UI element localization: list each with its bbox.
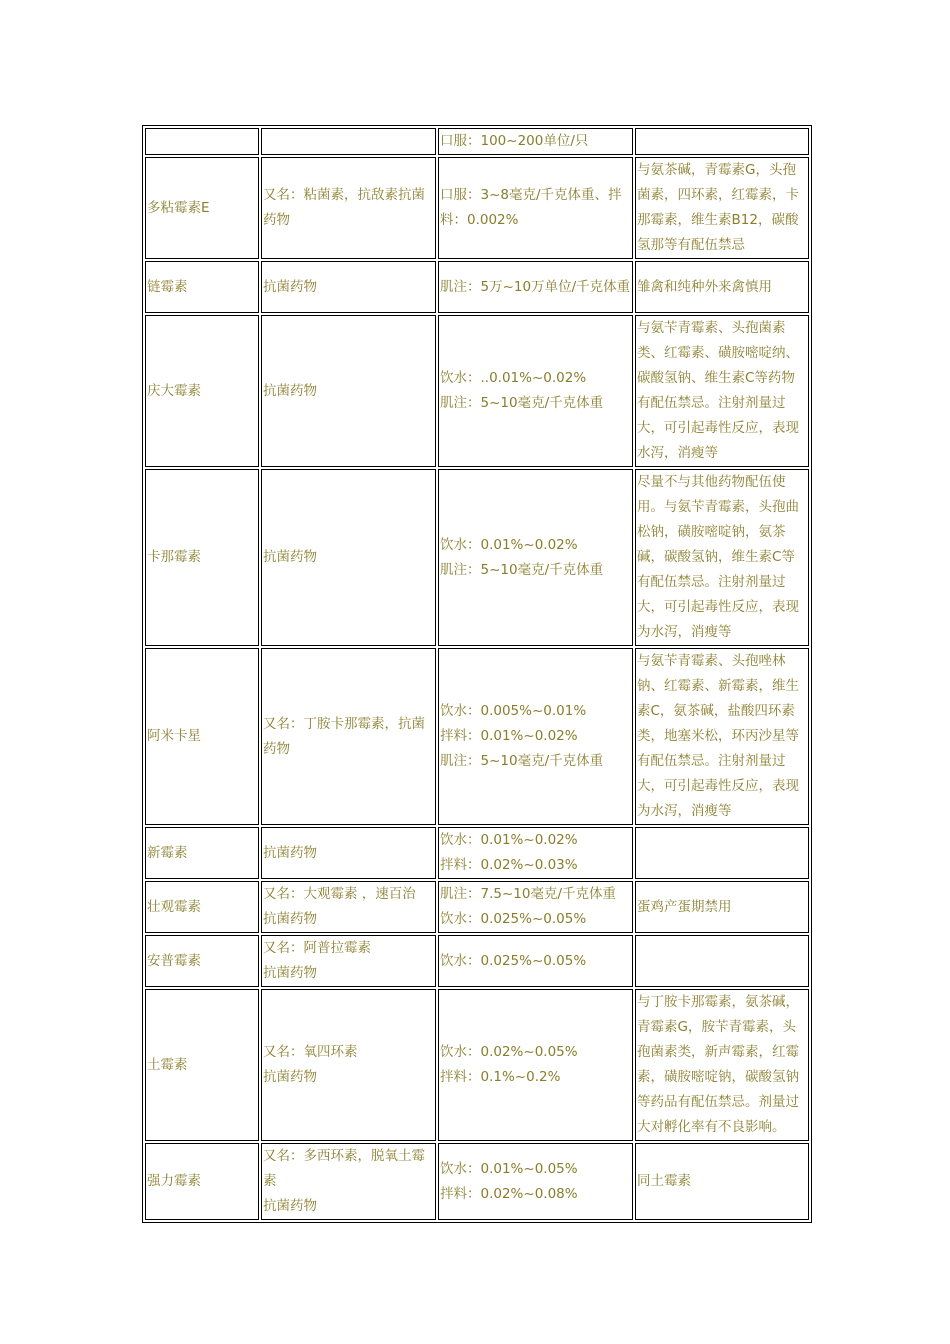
notes-line: 同土霉素	[637, 1173, 691, 1189]
notes-cell	[635, 315, 809, 467]
drug-name-cell	[145, 315, 259, 467]
description-cell	[261, 315, 436, 467]
dosage-cell	[438, 157, 633, 259]
dosage-line: 肌注：5~10毫克/千克体重	[440, 395, 604, 411]
notes-line: 与氨苄青霉素、头孢唑林钠、红霉素、新霉素，维生素C，氨茶碱，盐酸四环素类，地塞米松，环丙沙星等有配伍禁忌。注射剂量过大，可引起毒性反应，表现为水泻，消瘦等	[637, 653, 799, 819]
description-cell	[261, 935, 436, 987]
description-line: 又名：丁胺卡那霉素，抗菌药物	[263, 715, 425, 757]
drug-name: 阿米卡星	[147, 728, 201, 744]
notes-line: 蛋鸡产蛋期禁用	[637, 898, 732, 915]
description-cell	[261, 157, 436, 259]
description-cell	[261, 648, 436, 825]
dosage-line: 口服：3~8毫克/千克体重、拌料：0.002%	[440, 187, 622, 228]
description-line: 抗菌药物	[263, 1069, 317, 1085]
drug-name-cell	[145, 1143, 259, 1220]
notes-cell	[635, 881, 809, 933]
description-cell	[261, 469, 436, 646]
drug-name: 链霉素	[147, 278, 188, 295]
dosage-line: 饮水：0.01%~0.02%	[440, 536, 578, 553]
dosage-line: 肌注：5万~10万单位/千克体重	[440, 278, 631, 295]
drug-name: 安普霉素	[147, 952, 201, 969]
drug-name-cell	[145, 827, 259, 879]
notes-cell	[635, 261, 809, 313]
notes-cell	[635, 469, 809, 646]
dosage-line: 拌料：0.02%~0.08%	[440, 1185, 578, 1202]
dosage-cell	[438, 315, 633, 467]
dosage-cell	[438, 989, 633, 1141]
dosage-cell	[438, 881, 633, 933]
notes-line: 与氨苄青霉素、头孢菌素类、红霉素、磺胺嘧啶纳、碳酸氢钠、维生素C等药物有配伍禁忌。注射剂量过大，可引起毒性反应，表现水泻，消瘦等	[637, 320, 799, 461]
drug-name: 壮观霉素	[147, 898, 201, 915]
dosage-line: 饮水：0.02%~0.05%	[440, 1044, 578, 1060]
table-row	[145, 827, 809, 879]
description-cell	[261, 989, 436, 1141]
description-cell	[261, 827, 436, 879]
drug-name: 强力霉素	[147, 1173, 201, 1189]
table-body	[145, 128, 809, 1220]
dosage-line: 口服：100~200单位/只	[440, 133, 589, 149]
drug-table	[142, 125, 812, 1223]
drug-name: 庆大霉素	[147, 382, 201, 399]
dosage-line: 肌注：7.5~10毫克/千克体重	[440, 886, 617, 902]
dosage-line: 饮水：0.005%~0.01%	[440, 703, 587, 719]
drug-name: 多粘霉素E	[147, 199, 210, 216]
dosage-cell	[438, 827, 633, 879]
dosage-line: 拌料：0.1%~0.2%	[440, 1069, 561, 1085]
description-cell	[261, 881, 436, 933]
drug-name-cell	[145, 261, 259, 313]
notes-cell	[635, 1143, 809, 1220]
description-line: 抗菌药物	[263, 549, 317, 565]
dosage-cell	[438, 261, 633, 313]
dosage-cell	[438, 469, 633, 646]
table-row	[145, 128, 809, 155]
table-row	[145, 261, 809, 313]
dosage-line: 拌料：0.01%~0.02%	[440, 728, 578, 744]
dosage-line: 饮水：0.01%~0.02%	[440, 832, 578, 848]
description-line: 抗菌药物	[263, 844, 317, 861]
notes-line: 尽量不与其他药物配伍使用。与氨苄青霉素，头孢曲松钠，磺胺嘧啶钠，氨茶碱，碳酸氢钠，维生素C等有配伍禁忌。注射剂量过大，可引起毒性反应，表现为水泻，消瘦等	[637, 474, 799, 640]
dosage-line: 饮水：..0.01%~0.02%	[440, 370, 587, 386]
description-line: 抗菌药物	[263, 278, 317, 295]
dosage-cell	[438, 1143, 633, 1220]
dosage-line: 饮水：0.025%~0.05%	[440, 952, 587, 969]
table-row	[145, 935, 809, 987]
drug-name-cell	[145, 989, 259, 1141]
description-line: 抗菌药物	[263, 965, 317, 981]
notes-line: 与丁胺卡那霉素，氨茶碱，青霉素G，胺苄青霉素，头孢菌素类，新声霉素，红霉素，磺胺嘧啶钠，碳酸氢钠等药品有配伍禁忌。剂量过大对孵化率有不良影响。	[637, 994, 799, 1135]
notes-cell	[635, 648, 809, 825]
drug-name: 土霉素	[147, 1056, 188, 1073]
description-line: 又名：大观霉素 ，速百治	[263, 886, 416, 902]
notes-line: 雏禽和纯种外来禽慎用	[637, 278, 772, 295]
notes-cell	[635, 935, 809, 987]
dosage-line: 拌料：0.02%~0.03%	[440, 857, 578, 873]
dosage-line: 肌注：5~10毫克/千克体重	[440, 561, 604, 578]
dosage-cell	[438, 935, 633, 987]
description-line: 又名：粘菌素，抗敌素抗菌药物	[263, 187, 425, 228]
description-line: 抗菌药物	[263, 1198, 317, 1214]
notes-cell	[635, 128, 809, 155]
table-row	[145, 315, 809, 467]
table-row	[145, 1143, 809, 1220]
drug-name: 卡那霉素	[147, 549, 201, 565]
table-row	[145, 989, 809, 1141]
table-row	[145, 469, 809, 646]
description-line: 又名：氧四环素	[263, 1044, 358, 1060]
notes-cell	[635, 157, 809, 259]
notes-line: 与氨茶碱，青霉素G，头孢菌素，四环素，红霉素，卡那霉素，维生素B12，碳酸氢那等有配伍禁忌	[637, 162, 799, 253]
description-line: 抗菌药物	[263, 382, 317, 399]
drug-name-cell	[145, 128, 259, 155]
notes-cell	[635, 989, 809, 1141]
drug-name-cell	[145, 648, 259, 825]
table-row	[145, 881, 809, 933]
dosage-cell	[438, 648, 633, 825]
dosage-line: 肌注：5~10毫克/千克体重	[440, 753, 604, 769]
description-line: 又名：阿普拉霉素	[263, 940, 371, 956]
table-row	[145, 648, 809, 825]
description-cell	[261, 261, 436, 313]
description-line: 又名：多西环素，脱氧土霉素	[263, 1148, 425, 1189]
description-cell	[261, 1143, 436, 1220]
dosage-line: 饮水：0.01%~0.05%	[440, 1160, 578, 1177]
description-cell	[261, 128, 436, 155]
description-line: 抗菌药物	[263, 911, 317, 927]
drug-name-cell	[145, 881, 259, 933]
table-row	[145, 157, 809, 259]
dosage-line: 饮水：0.025%~0.05%	[440, 911, 587, 927]
drug-name-cell	[145, 157, 259, 259]
drug-name: 新霉素	[147, 844, 188, 861]
drug-name-cell	[145, 935, 259, 987]
drug-name-cell	[145, 469, 259, 646]
dosage-cell	[438, 128, 633, 155]
notes-cell	[635, 827, 809, 879]
